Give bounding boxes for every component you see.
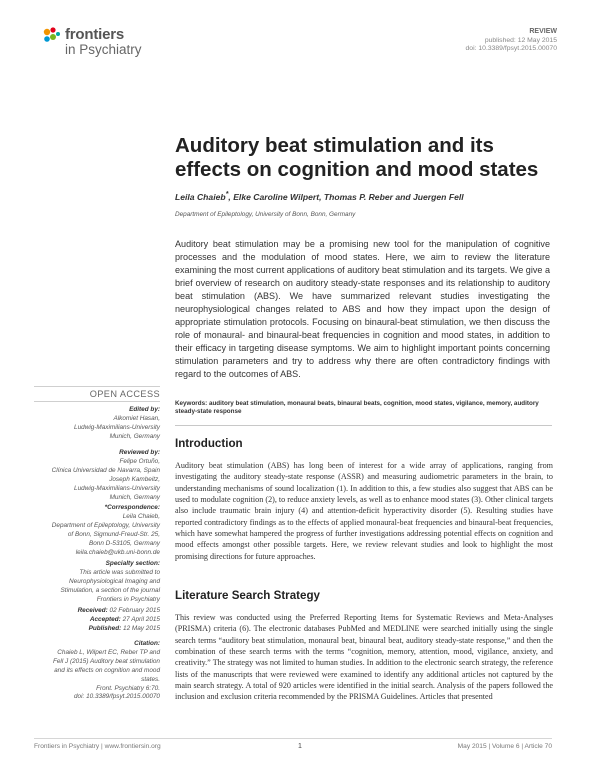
divider <box>175 425 552 426</box>
accepted-row <box>34 616 160 625</box>
reviewer-line: Joseph Kambeitz, <box>109 475 160 483</box>
accepted-date: 27 April 2015 <box>122 615 160 623</box>
citation-line: states. <box>141 675 160 683</box>
specialty-label: Specialty section: <box>105 560 160 567</box>
dates-block <box>34 607 160 634</box>
received-row <box>34 607 160 616</box>
literature-text: This review was conducted using the Preferred Reporting Items for Systematic Reviews and Meta-Analyses (PRISMA) criteria (6). The electronic databases PubMed and MEDLINE were searched initially using the single search terms “auditory beat stimulation, monaural beat, binaural beat, auditory steady-state response,” and then the combination of these search terms with the terms “cognition, memory, attention, mood, vigilance, anxiety, and creativity.” The strategy was not limited to human studies. In addition to the electronic search strategy, the reference lists of the manuscripts that were reviewed were examined to identify any additional articles not captured by the main search strategy. A total of 920 articles were identified in the initial search. Analysis of the papers followed the inclusion and exclusion criteria recommended by the PRISMA Guidelines. Articles that presented <box>175 613 553 702</box>
correspondence-line: Bonn D-53105, Germany <box>88 539 160 547</box>
first-author[interactable]: Leila Chaieb <box>175 191 226 202</box>
correspondence-email[interactable]: leila.chaieb@ukb.uni-bonn.de <box>75 548 160 556</box>
article-meta <box>466 28 557 54</box>
correspondence-label: *Correspondence: <box>104 504 160 511</box>
journal-logo <box>42 26 162 60</box>
corresponding-marker: * <box>225 190 229 198</box>
footer-divider <box>34 738 552 739</box>
reviewer-line: Felipe Ortuño, <box>119 457 160 465</box>
sidebar-divider <box>34 386 160 387</box>
specialty-line: Neurophysiological Imaging and <box>69 577 160 585</box>
article-title: Auditory beat stimulation and its effects on cognition and mood states <box>175 134 539 181</box>
correspondence-line: Leila Chaieb, <box>122 512 160 520</box>
edited-by-label: Edited by: <box>129 406 160 413</box>
published-row <box>34 625 160 634</box>
editor-line: Ludwig-Maximilians-University <box>74 423 160 431</box>
section-heading-literature: Literature Search Strategy <box>175 589 320 602</box>
citation-line: Front. Psychiatry 6:70. <box>96 684 160 692</box>
logo-journal-name: in Psychiatry <box>65 42 142 57</box>
citation-line: and its effects on cognition and mood <box>54 666 160 674</box>
citation-doi[interactable]: doi: 10.3389/fpsyt.2015.00070 <box>74 693 160 701</box>
received-date: 02 February 2015 <box>109 607 160 614</box>
open-access-badge: OPEN ACCESS <box>89 389 160 399</box>
reviewer-line: Clínica Universidad de Navarra, Spain <box>51 466 160 474</box>
reviewed-by-label: Reviewed by: <box>119 449 160 456</box>
reviewer-line: Munich, Germany <box>109 493 160 501</box>
article-doi[interactable]: doi: 10.3389/fpsyt.2015.00070 <box>465 45 557 53</box>
correspondence-line: Department of Epileptology, University <box>51 521 160 529</box>
citation-label: Citation: <box>134 640 160 647</box>
correspondence-line: of Bonn, Sigmund-Freud-Str. 25, <box>67 530 160 538</box>
other-authors: , Elke Caroline Wilpert, Thomas P. Reber and Juergen Fell <box>228 191 464 202</box>
keywords: Keywords: auditory beat stimulation, monaural beats, binaural beats, cognition, mood states, vigilance, memory, auditory steady-state response <box>175 400 539 415</box>
author-list <box>175 190 565 202</box>
logo-wordmark: frontiers <box>65 26 125 43</box>
affiliation: Department of Epileptology, University of Bonn, Bonn, Germany <box>175 211 356 218</box>
published-label: Published: <box>88 624 122 632</box>
specialty-block <box>34 560 160 605</box>
published-date: published: 12 May 2015 <box>484 36 557 44</box>
footer-issue-info: May 2015 | Volume 6 | Article 70 <box>457 743 552 750</box>
citation-line: Chaieb L, Wilpert EC, Reber TP and <box>57 648 160 656</box>
edited-by-block <box>34 406 160 442</box>
editor-line: Alkomiet Hasan, <box>113 414 160 422</box>
section-heading-introduction: Introduction <box>175 437 243 450</box>
abstract: Auditory beat stimulation may be a promising new tool for the manipulation of cognitive processes and the modulation of mood states. Here, we aim to review the literature examining the most current applications of auditory beat stimulation and its targets. We give a brief overview of research on auditory steady-state responses and its relationship to auditory beat stimulation (ABS). We have summarized relevant studies investigating the neurophysiological changes related to ABS and how they impact upon the design of appropriate stimulation protocols. Focusing on binaural-beat stimulation, we then discuss the role of monaural- and binaural-beat frequencies in cognition and mood states, in addition to their efficacy in targeting disease symptoms. We aim to highlight important points concerning stimulation parameters and try to address why there are often contradictory findings with regard to the outcomes of ABS. <box>175 239 550 379</box>
reviewer-line: Ludwig-Maximilians-University <box>74 484 160 492</box>
published-side-date: 12 May 2015 <box>123 624 160 632</box>
accepted-label: Accepted: <box>89 615 121 623</box>
specialty-line: This article was submitted to <box>79 568 160 576</box>
frontiers-logo-icon <box>42 26 62 46</box>
citation-line: Fell J (2015) Auditory beat stimulation <box>52 657 160 665</box>
article-type: REVIEW <box>529 28 557 35</box>
page-number: 1 <box>298 743 302 750</box>
introduction-text: Auditory beat stimulation (ABS) has long been of interest for a wide array of applications, ranging from investigating the auditory steady-state response (ASSR) and measuring audiometric parameters in the brain, to understanding mechanisms of sound localization (1). In addition to this, a few studies also suggest that ABS can be used to modulate cognition (2), to reduce anxiety levels, as well as to enhance mood states (3). Other clinical targets also include traumatic brain injury (4) and attention-deficit hyperactivity disorder (5). Resulting studies have reported contradictory findings as to the effects of applied monaural-beat frequencies and binaural-beat frequencies, which have somewhat hampered the progress of further investigations addressing potential effects on cognition and mood effects amongst other possible targets. Here, we review relevant studies and look to highlight the most promising directions for future approaches. <box>175 461 553 561</box>
editor-line: Munich, Germany <box>109 432 160 440</box>
citation-block <box>34 640 160 702</box>
specialty-line: Frontiers in Psychiatry <box>96 595 160 603</box>
footer-journal-link[interactable]: Frontiers in Psychiatry | www.frontiersin.org <box>34 743 161 750</box>
sidebar-divider <box>34 401 160 402</box>
received-label: Received: <box>77 607 108 614</box>
reviewed-by-block <box>34 449 160 502</box>
specialty-line: Stimulation, a section of the journal <box>60 586 160 594</box>
correspondence-block <box>34 504 160 557</box>
